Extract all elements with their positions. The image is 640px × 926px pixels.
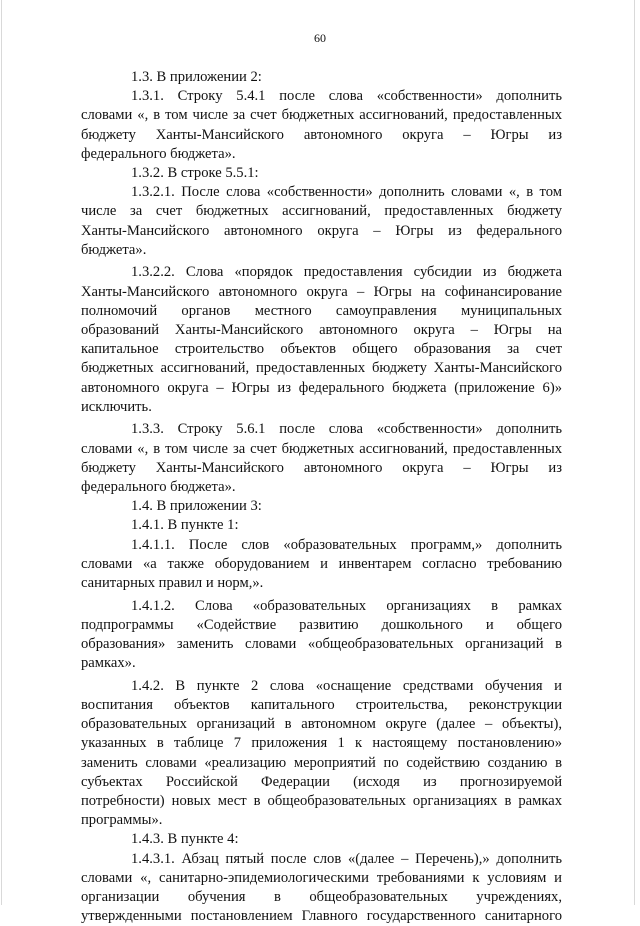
text-line: капитальное строительство объектов общего образования за счет [81,341,562,358]
text-line: 1.4.3. В пункте 4: [131,831,239,848]
text-line: бюджета». [81,241,147,258]
text-line: бюджету Ханты-Мансийского автономного округа – Югры из [81,459,562,476]
text-line: санитарных правил и норм,». [81,574,264,591]
text-line: 1.3.2.1. После слова «собственности» дополнить словами «, в том [131,184,562,201]
text-line: словами «а также оборудованием и инвентарем согласно требованию [81,555,562,572]
left-page-edge [1,0,2,905]
text-line: заменить словами «реализацию мероприятий по содействию созданию в [81,754,562,771]
text-line: образований Ханты-Мансийского автономного округа – Югры на [81,321,562,338]
text-line: 1.4.2. В пункте 2 слова «оснащение средствами обучения и [131,677,562,694]
text-line: бюджетных ассигнований, предоставленных бюджету Ханты-Мансийского [81,360,562,377]
text-line: рамках». [81,655,136,672]
text-line: 1.3.2. В строке 5.5.1: [131,164,259,181]
text-line: программы». [81,812,163,829]
text-line: 1.4. В приложении 3: [131,498,262,515]
text-line: 1.3.3. Строку 5.6.1 после слова «собственности» дополнить [131,421,562,438]
text-line: воспитания объектов капитального строительства, реконструкции [81,697,562,713]
text-line: образования» заменить словами «общеобразовательных организаций в [81,635,562,652]
text-line: полномочий органов местного самоуправления муниципальных [81,302,562,319]
right-page-edge [634,0,635,905]
text-line: словами «, в том числе за счет бюджетных ассигнований, предоставленных [81,107,562,124]
page-number: 60 [314,31,326,45]
text-line: исключить. [81,398,152,415]
text-line: бюджету Ханты-Мансийского автономного округа – Югры из [81,126,562,143]
text-line: 1.4.1. В пункте 1: [131,517,239,534]
text-line: 1.4.1.1. После слов «образовательных программ,» дополнить [131,536,562,553]
text-line: утвержденными постановлением Главного государственного санитарного [81,908,562,925]
text-line: словами «, в том числе за счет бюджетных ассигнований, предоставленных [81,440,562,457]
text-line: словами «, санитарно-эпидемиологическими требованиями к условиям и [81,869,562,886]
text-line: субъектах Российской Федерации (исходя из прогнозируемой [81,773,562,790]
text-line: подпрограммы «Содействие развитию дошкольного и общего [81,616,562,633]
text-line: Ханты-Мансийского автономного округа – Югры на софинансирование [81,283,562,300]
text-line: 1.4.3.1. Абзац пятый после слов «(далее – Перечень),» дополнить [131,850,562,867]
text-line: 1.4.1.2. Слова «образовательных организациях в рамках [131,597,562,614]
text-line: автономного округа – Югры из федерального бюджета (приложение 6)» [81,379,562,396]
text-line: потребности) новых мест в общеобразовательных организациях в рамках [81,792,562,809]
text-line: 1.3.2.2. Слова «порядок предоставления субсидии из бюджета [131,264,562,281]
text-line: федерального бюджета». [81,478,236,495]
text-line: 1.3. В приложении 2: [131,69,262,85]
text-line: федерального бюджета». [81,145,236,162]
text-line: числе за счет бюджетных ассигнований, предоставленных бюджету [81,203,562,220]
text-line: 1.3.1. Строку 5.4.1 после слова «собственности» дополнить [131,88,562,105]
text-line: Ханты-Мансийского автономного округа – Югры из федерального [81,222,562,239]
text-line: указанных в таблице 7 приложения 1 к настоящему постановлению» [81,735,562,752]
text-line: образовательных организаций в автономном округе (далее – объекты), [81,716,562,733]
document-body [81,68,562,926]
text-line: организации обучения в общеобразовательных учреждениях, [81,888,562,905]
